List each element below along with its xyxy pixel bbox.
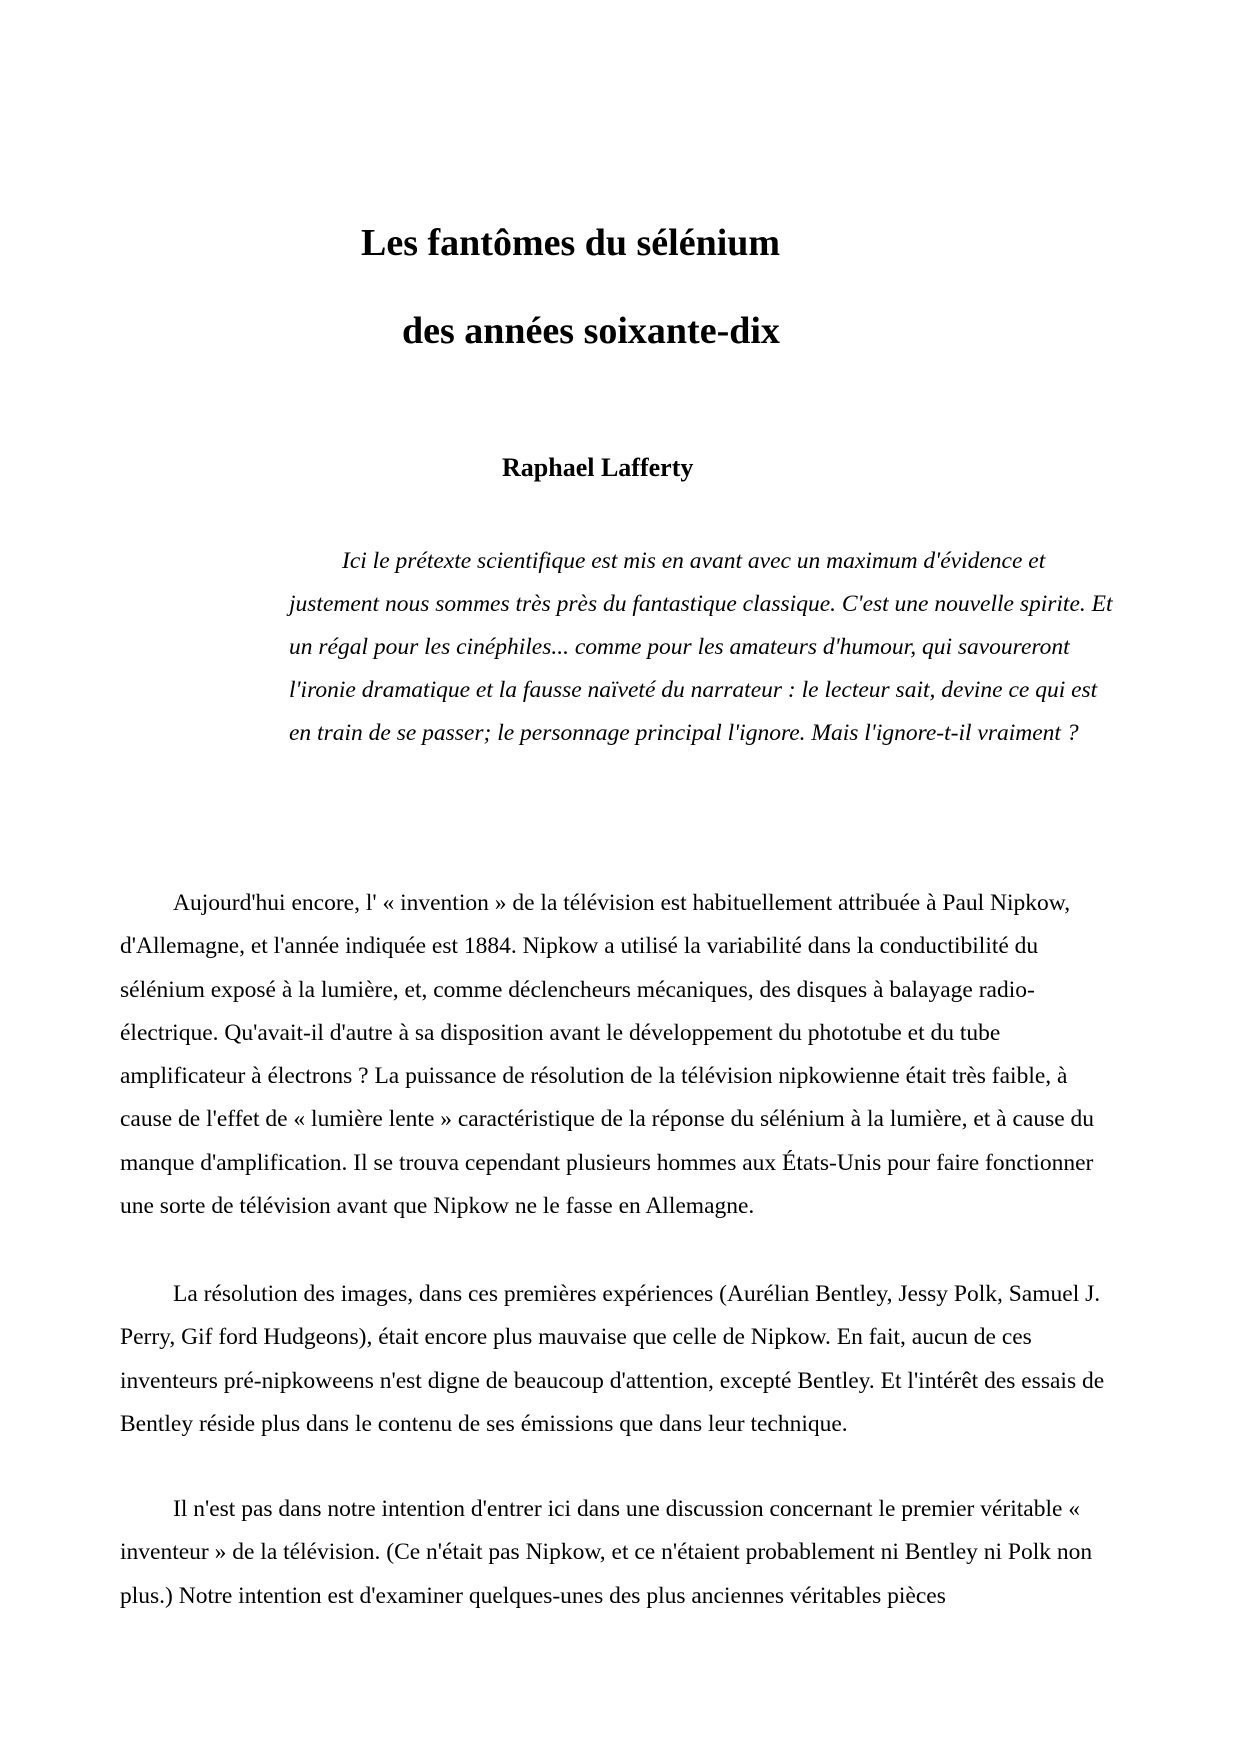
body-paragraph-2: La résolution des images, dans ces premières expériences (Aurélian Bentley, Jessy Polk, Samuel J. Perry, Gif ford Hudgeons), était encore plus mauvaise que celle de Nipkow. En fait, aucun de ces inventeurs pré-nipkoweens n'est digne de beaucoup d'attention, excepté Bentley. Et l'intérêt des essais de Bentley réside plus dans le contenu de ses émissions que dans leur technique. bbox=[120, 1281, 1105, 1437]
page-title-line-1: Les fantômes du sélénium bbox=[361, 222, 781, 264]
author-name: Raphael Lafferty bbox=[502, 453, 694, 482]
page-title-line-2: des années soixante-dix bbox=[402, 310, 780, 352]
intro-paragraph: Ici le prétexte scientifique est mis en avant avec un maximum d'évidence et justement nous sommes très près du fantastique classique. C'est une nouvelle spirite. Et un régal pour les cinéphiles... comme pour les amateurs d'humour, qui savoureront l'ironie dramatique et la fausse naïveté du narrateur : le lecteur sait, devine ce qui est en train de se passer; le personnage principal l'ignore. Mais l'ignore-t-il vraiment ? bbox=[289, 548, 1113, 746]
body-paragraph-3: Il n'est pas dans notre intention d'entrer ici dans une discussion concernant le premier véritable « inventeur » de la télévision. (Ce n'était pas Nipkow, et ce n'étaient probablement ni Bentley ni Polk non plus.) Notre intention est d'examiner quelques-unes des plus anciennes véritables pièces bbox=[120, 1496, 1093, 1609]
body-paragraph-1: Aujourd'hui encore, l' « invention » de la télévision est habituellement attribuée à Paul Nipkow, d'Allemagne, et l'année indiquée est 1884. Nipkow a utilisé la variabilité dans la conductibilité du sélénium exposé à la lumière, et, comme déclencheurs mécaniques, des disques à balayage radio-électrique. Qu'avait-il d'autre à sa disposition avant le développement du phototube et du tube amplificateur à électrons ? La puissance de résolution de la télévision nipkowienne était très faible, à cause de l'effet de « lumière lente » caractéristique de la réponse du sélénium à la lumière, et à cause du manque d'amplification. Il se trouva cependant plusieurs hommes aux États-Unis pour faire fonctionner une sorte de télévision avant que Nipkow ne le fasse en Allemagne. bbox=[120, 890, 1095, 1220]
